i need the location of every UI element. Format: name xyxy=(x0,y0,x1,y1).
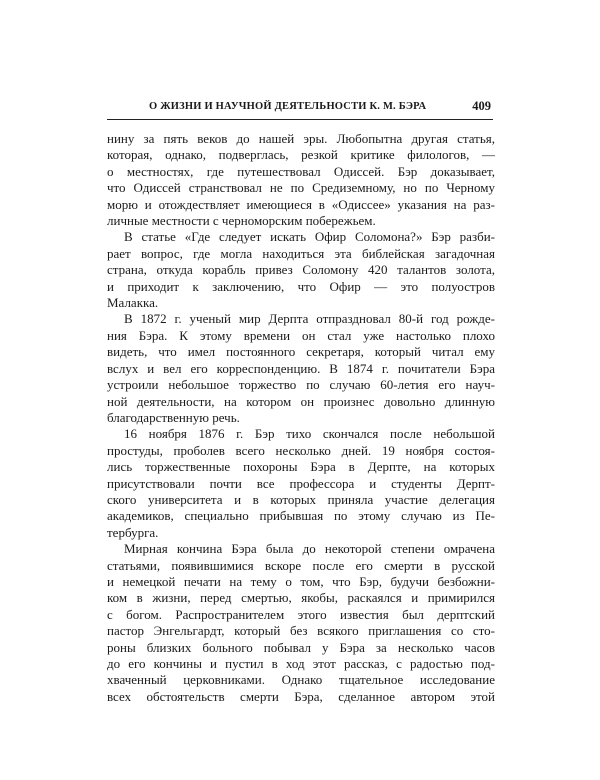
text-line: ского университета и в которых приняла участие делегация xyxy=(107,491,495,507)
text-line: присутствовали почти все профессора и студенты Дерпт- xyxy=(107,475,495,491)
text-line: Малакка. xyxy=(107,295,159,311)
text-line: видеть, что имел постоянного секретаря, который читал ему xyxy=(107,344,495,360)
running-header xyxy=(107,98,493,120)
text-line: о местностях, где путешествовал Одиссей. Бэр доказывает, xyxy=(107,163,495,179)
text-line: лись торжественные похороны Бэра в Дерпте, на которых xyxy=(107,459,495,475)
body-text xyxy=(107,131,495,705)
text-line: ной деятельности, на котором он произнес довольно длинную xyxy=(107,393,495,409)
text-line: 16 ноября 1876 г. Бэр тихо скончался после небольшой xyxy=(124,426,495,442)
text-line: и немецкой печати на тему о том, что Бэр, будучи безбожни- xyxy=(107,573,495,589)
text-line: морю и отождествляет имеющиеся в «Одиссее» указания на раз- xyxy=(107,196,495,212)
text-line: хваченный церковниками. Однако тщательное исследование xyxy=(107,672,495,688)
paragraph xyxy=(107,426,495,541)
text-line: Мирная кончина Бэра была до некоторой степени омрачена xyxy=(124,541,495,557)
text-line: что Одиссей странствовал не по Средиземному, но по Черному xyxy=(107,180,495,196)
paragraph xyxy=(107,131,495,229)
text-line: устроили небольшое торжество по случаю 60-летия его науч- xyxy=(107,377,495,393)
text-line: ния Бэра. К этому времени он стал уже настолько плохо xyxy=(107,327,495,343)
text-line: роны близких больного побывал у Бэра за несколько часов xyxy=(107,639,495,655)
text-line: всех обстоятельств смерти Бэра, сделанное автором этой xyxy=(107,688,495,704)
text-line: вслух и вел его корреспонденцию. В 1874 г. почитатели Бэра xyxy=(107,360,495,376)
paragraph xyxy=(107,229,495,311)
text-line: личные местности с черноморским побережьем. xyxy=(107,213,376,229)
running-title: О ЖИЗНИ И НАУЧНОЙ ДЕЯТЕЛЬНОСТИ К. М. БЭРА xyxy=(149,101,427,112)
text-line: простуды, проболев всего несколько дней. 19 ноября состоя- xyxy=(107,442,495,458)
text-line: до его кончины и пустил в ход этот рассказ, с радостью под- xyxy=(107,656,495,671)
text-line: тербурга. xyxy=(107,524,159,540)
text-line: статьями, появившимися вскоре после его смерти в русской xyxy=(107,557,495,573)
paragraph xyxy=(107,541,495,705)
text-line: В 1872 г. ученый мир Дерпта отпраздновал 80-й год рожде- xyxy=(124,311,495,327)
text-line: и приходит к заключению, что Офир — это полуостров xyxy=(107,278,495,294)
text-line: рает вопрос, где могла находиться эта библейская загадочная xyxy=(107,245,495,261)
text-line: которая, однако, подверглась, резкой критике филологов, — xyxy=(107,147,495,163)
text-line: пастор Энгельгардт, который без всякого приглашения со сто- xyxy=(107,623,495,639)
text-line: нину за пять веков до нашей эры. Любопытна другая статья, xyxy=(107,131,495,146)
text-line: благодарственную речь. xyxy=(107,409,240,425)
paragraph xyxy=(107,311,495,426)
text-line: академиков, специально прибывшая по этому случаю из Пе- xyxy=(107,508,495,524)
text-line: страна, откуда корабль привез Соломону 420 талантов золота, xyxy=(107,262,495,278)
text-line: ком в жизни, перед смертью, якобы, раскаялся и примирился xyxy=(107,590,495,606)
text-line: В статье «Где следует искать Офир Соломона?» Бэр разби- xyxy=(124,229,495,245)
page-number: 409 xyxy=(472,99,491,113)
text-line: с богом. Распространителем этого известия был дерптский xyxy=(107,606,495,622)
